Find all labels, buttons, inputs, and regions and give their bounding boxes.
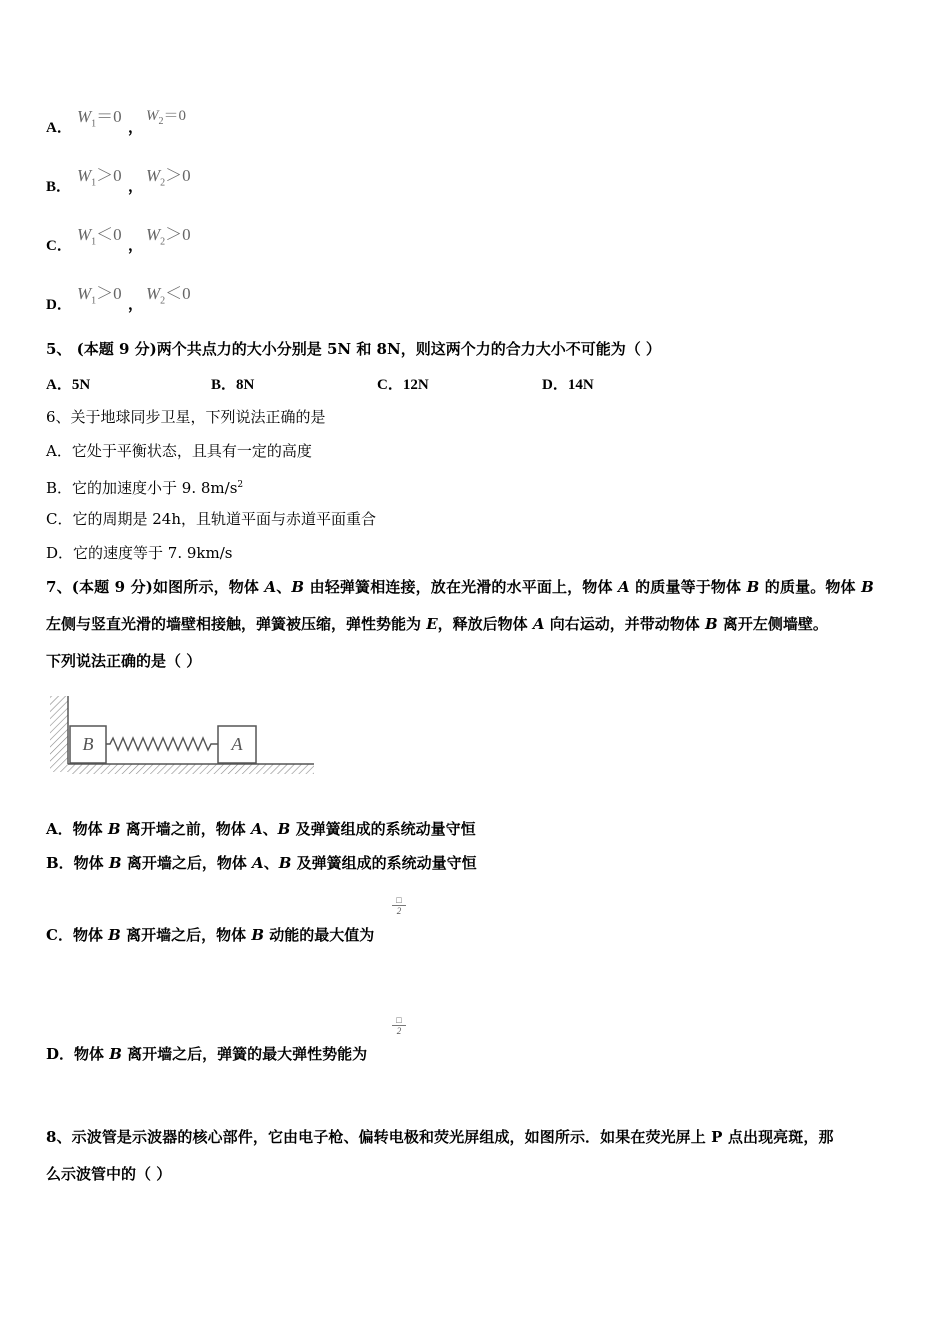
- option-label: A．: [46, 120, 72, 136]
- formula-w2: $W_2>0$: [146, 166, 191, 189]
- formula-w1: $W_1>0$: [77, 166, 122, 189]
- block-b-label: B: [82, 734, 94, 754]
- comma: ，: [128, 236, 144, 254]
- comma: ，: [128, 177, 144, 195]
- wall-hatch: [50, 696, 68, 772]
- q6-option-b: B．它的加速度小于 9. $8m/s^2$: [46, 479, 244, 497]
- fraction-c: □ 2: [392, 895, 406, 916]
- q7-option-d: D．物体 B 离开墙之后，弹簧的最大弹性势能为: [46, 1045, 368, 1063]
- formula-w2: $W_2<0$: [146, 284, 191, 307]
- q5-choice-a: A．5N: [46, 377, 91, 393]
- q6-option-d: D．它的速度等于 7. 9km/s: [46, 544, 233, 562]
- q6-option-c: C．它的周期是 24h，且轨道平面与赤道平面重合: [46, 510, 376, 528]
- q6-stem: 6、关于地球同步卫星，下列说法正确的是: [46, 408, 326, 426]
- comma: ，: [128, 118, 144, 136]
- formula-w1: $W_1>0$: [77, 284, 122, 307]
- formula-w2: $W_2=0$: [146, 108, 187, 127]
- q5-choice-b: B．8N: [211, 377, 255, 393]
- q7-option-a: A．物体 B 离开墙之前，物体 A、B 及弹簧组成的系统动量守恒: [46, 820, 476, 838]
- option-label: C．: [46, 238, 72, 254]
- comma: ，: [128, 295, 144, 313]
- option-label: B．: [46, 179, 72, 195]
- formula-w2: $W_2>0$: [146, 225, 191, 248]
- spring-block-diagram: [46, 694, 316, 776]
- fraction-d: □ 2: [392, 1015, 406, 1036]
- q5-choice-c: C．12N: [377, 377, 429, 393]
- floor-hatch: [68, 764, 314, 774]
- formula-w1: $W_1<0$: [77, 225, 122, 248]
- q7-stem-line1: 7、(本题 9 分)如图所示，物体 A、B 由轻弹簧相连接，放在光滑的水平面上，物体 A 的质量等于物体 B 的质量。物体 B: [46, 578, 874, 596]
- q8-stem-line2: 么示波管中的（ ）: [46, 1165, 172, 1183]
- block-a-label: A: [231, 734, 243, 754]
- q8-stem-line1: 8、示波管是示波器的核心部件，它由电子枪、偏转电极和荧光屏组成，如图所示．如果在荧光屏上 P 点出现亮斑，那: [46, 1128, 834, 1146]
- formula-w1: $W_1=0$: [77, 107, 122, 130]
- q6-option-a: A．它处于平衡状态，且具有一定的高度: [46, 442, 312, 460]
- option-label: D．: [46, 297, 72, 313]
- q7-stem-line2: 左侧与竖直光滑的墙壁相接触，弹簧被压缩，弹性势能为 E，释放后物体 A 向右运动，并带动物体 B 离开左侧墙壁。: [46, 615, 828, 633]
- q5-stem: 5、 (本题 9 分)两个共点力的大小分别是 5N 和 8N，则这两个力的合力大小不可能为（ ）: [46, 340, 661, 358]
- q5-choice-d: D．14N: [542, 377, 594, 393]
- q7-option-c: C．物体 B 离开墙之后，物体 B 动能的最大值为: [46, 926, 375, 944]
- q7-stem-line3: 下列说法正确的是（ ）: [46, 652, 202, 670]
- q7-option-b: B．物体 B 离开墙之后，物体 A、B 及弹簧组成的系统动量守恒: [46, 854, 477, 872]
- spring: [106, 738, 218, 750]
